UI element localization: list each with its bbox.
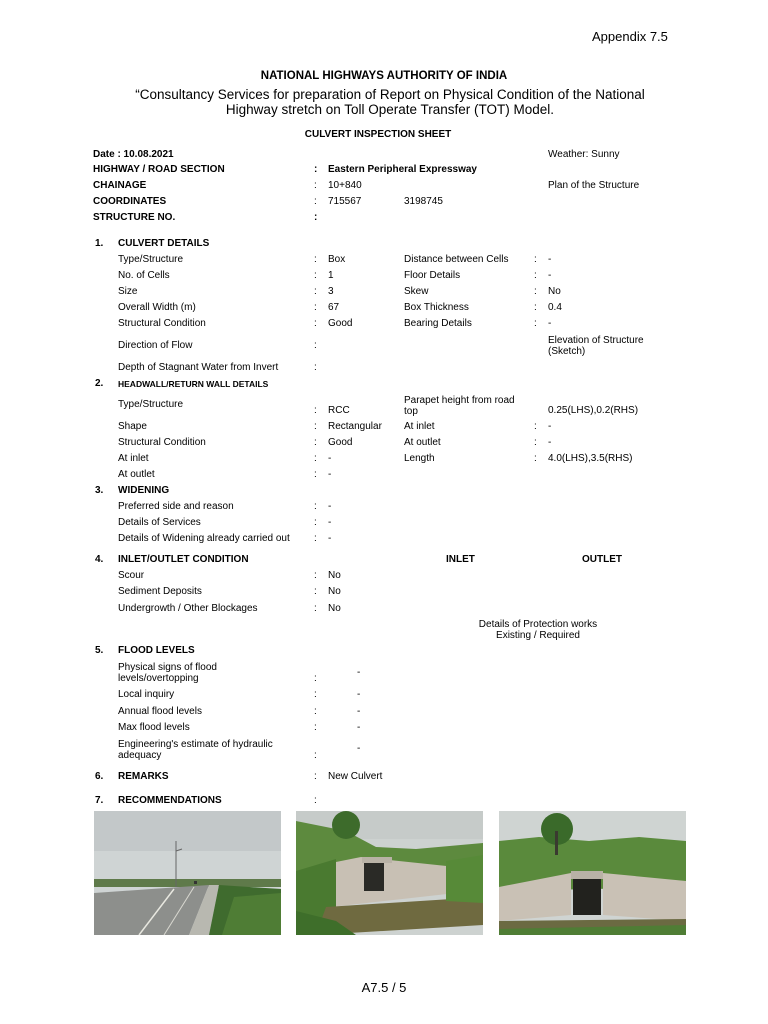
sediment-label: Sediment Deposits [118, 586, 202, 597]
section-2-number: 2. [95, 378, 104, 389]
colon: : [314, 270, 317, 281]
colon: : [314, 706, 317, 717]
shape-value: Rectangular [328, 421, 382, 432]
colon: : [314, 689, 317, 700]
coordinate-y: 3198745 [404, 196, 443, 207]
colon: : [314, 771, 317, 782]
right-outlet-value: - [548, 437, 552, 448]
colon: : [314, 570, 317, 581]
elevation-note: Elevation of Structure (Sketch) [548, 335, 644, 357]
at-inlet-label: At inlet [118, 453, 149, 464]
overall-width-label: Overall Width (m) [118, 302, 196, 313]
distance-cells-label: Distance between Cells [404, 254, 509, 265]
widening-carried-value: - [328, 533, 332, 544]
local-inquiry-value: - [357, 689, 361, 700]
culvert-type-value: Box [328, 254, 346, 265]
at-inlet-value: - [328, 453, 332, 464]
preferred-side-label: Preferred side and reason [118, 501, 234, 512]
direction-flow-label: Direction of Flow [118, 340, 193, 351]
stagnant-water-label: Depth of Stagnant Water from Invert [118, 362, 279, 373]
section-2-title: HEADWALL/RETURN WALL DETAILS [118, 379, 269, 389]
plan-note: Plan of the Structure [548, 180, 640, 191]
road-section-value: Eastern Peripheral Expressway [328, 164, 477, 175]
outlet-heading: OUTLET [582, 554, 622, 565]
colon: : [314, 586, 317, 597]
section-3-title: WIDENING [118, 485, 170, 496]
bearing-label: Bearing Details [404, 318, 472, 329]
report-title-line1: “Consultancy Services for preparation of Report on Physical Condition of the National [135, 87, 645, 102]
right-outlet-label: At outlet [404, 437, 441, 448]
max-flood-label: Max flood levels [118, 722, 190, 733]
parapet-label: Parapet height from road top [404, 395, 515, 417]
section-6-number: 6. [95, 771, 104, 782]
colon: : [314, 362, 317, 373]
colon: : [314, 517, 317, 528]
right-inlet-value: - [548, 421, 552, 432]
road-photo [94, 811, 281, 935]
inspection-date: Date : 10.08.2021 [93, 149, 174, 160]
shape-label: Shape [118, 421, 147, 432]
floor-label: Floor Details [404, 270, 461, 281]
floor-value: - [548, 270, 552, 281]
distance-cells-value: - [548, 254, 552, 265]
section-1-number: 1. [95, 238, 104, 249]
right-inlet-label: At inlet [404, 421, 435, 432]
colon: : [314, 469, 317, 480]
hydraulic-estimate-label: Engineering's estimate of hydraulic adequacy [118, 739, 273, 761]
section-6-title: REMARKS [118, 771, 169, 782]
protection-works-line2: Existing / Required [496, 630, 580, 641]
colon: : [534, 421, 537, 432]
colon: : [314, 302, 317, 313]
preferred-side-value: - [328, 501, 332, 512]
flood-signs-label: Physical signs of flood levels/overtopping [118, 662, 217, 684]
report-title-line2: Highway stretch on Toll Operate Transfer (TOT) Model. [225, 102, 555, 117]
colon: : [314, 750, 317, 761]
colon: : [534, 453, 537, 464]
weather: Weather: Sunny [548, 149, 620, 160]
section-4-title: INLET/OUTLET CONDITION [118, 554, 249, 565]
colon: : [534, 270, 537, 281]
colon: : [314, 673, 317, 684]
flood-signs-value: - [357, 667, 361, 678]
services-value: - [328, 517, 332, 528]
colon: : [314, 286, 317, 297]
widening-carried-label: Details of Widening already carried out [118, 533, 290, 544]
length-label: Length [404, 453, 435, 464]
hydraulic-estimate-value: - [357, 743, 361, 754]
scour-value: No [328, 570, 341, 581]
at-outlet-value: - [328, 469, 332, 480]
overall-width-value: 67 [328, 302, 340, 313]
local-inquiry-label: Local inquiry [118, 689, 175, 700]
cells-label: No. of Cells [118, 270, 170, 281]
headwall-condition-label: Structural Condition [118, 437, 206, 448]
coordinates-label: COORDINATES [93, 196, 167, 207]
culvert-inlet-photo [296, 811, 483, 935]
annual-flood-label: Annual flood levels [118, 706, 202, 717]
at-outlet-label: At outlet [118, 469, 155, 480]
structure-no-label: STRUCTURE NO. [93, 212, 176, 223]
colon: : [314, 421, 317, 432]
section-7-title: RECOMMENDATIONS [118, 795, 222, 806]
headwall-type-value: RCC [328, 405, 350, 416]
remarks-value: New Culvert [328, 771, 383, 782]
colon: : [314, 180, 317, 191]
colon: : [314, 164, 318, 175]
appendix-label: Appendix 7.5 [592, 29, 668, 44]
structural-condition-label: Structural Condition [118, 318, 206, 329]
colon: : [314, 501, 317, 512]
colon: : [534, 318, 537, 329]
box-thickness-value: 0.4 [548, 302, 562, 313]
colon: : [314, 453, 317, 464]
colon: : [534, 254, 537, 265]
road-section-label: HIGHWAY / ROAD SECTION [93, 164, 225, 175]
headwall-condition-value: Good [328, 437, 353, 448]
sediment-value: No [328, 586, 341, 597]
parapet-value: 0.25(LHS),0.2(RHS) [548, 405, 639, 416]
sheet-title: CULVERT INSPECTION SHEET [304, 129, 452, 140]
undergrowth-label: Undergrowth / Other Blockages [118, 603, 258, 614]
size-value: 3 [328, 286, 334, 297]
inlet-heading: INLET [446, 554, 475, 565]
coordinate-x: 715567 [328, 196, 362, 207]
colon: : [314, 196, 317, 207]
section-7-number: 7. [95, 795, 104, 806]
chainage-value: 10+840 [328, 180, 362, 191]
colon: : [534, 302, 537, 313]
culvert-type-label: Type/Structure [118, 254, 184, 265]
length-value: 4.0(LHS),3.5(RHS) [548, 453, 633, 464]
colon: : [314, 795, 317, 806]
colon: : [314, 318, 317, 329]
colon: : [534, 286, 537, 297]
colon: : [314, 722, 317, 733]
colon: : [314, 340, 317, 351]
colon: : [314, 405, 317, 416]
structural-condition-value: Good [328, 318, 353, 329]
colon: : [314, 437, 317, 448]
org-title: NATIONAL HIGHWAYS AUTHORITY OF INDIA [260, 70, 508, 82]
annual-flood-value: - [357, 706, 361, 717]
section-1-title: CULVERT DETAILS [118, 238, 210, 249]
headwall-type-label: Type/Structure [118, 399, 184, 410]
section-5-title: FLOOD LEVELS [118, 645, 195, 656]
colon: : [534, 437, 537, 448]
max-flood-value: - [357, 722, 361, 733]
colon: : [314, 533, 317, 544]
protection-works-line1: Details of Protection works [478, 619, 598, 630]
undergrowth-value: No [328, 603, 341, 614]
size-label: Size [118, 286, 138, 297]
bearing-value: - [548, 318, 552, 329]
box-thickness-label: Box Thickness [404, 302, 469, 313]
page-number: A7.5 / 5 [361, 980, 407, 995]
culvert-outlet-photo [499, 811, 686, 935]
scour-label: Scour [118, 570, 145, 581]
colon: : [314, 212, 318, 223]
section-4-number: 4. [95, 554, 104, 565]
cells-value: 1 [328, 270, 334, 281]
skew-value: No [548, 286, 561, 297]
colon: : [314, 603, 317, 614]
section-5-number: 5. [95, 645, 104, 656]
colon: : [314, 254, 317, 265]
services-label: Details of Services [118, 517, 201, 528]
chainage-label: CHAINAGE [93, 180, 147, 191]
skew-label: Skew [404, 286, 429, 297]
section-3-number: 3. [95, 485, 104, 496]
